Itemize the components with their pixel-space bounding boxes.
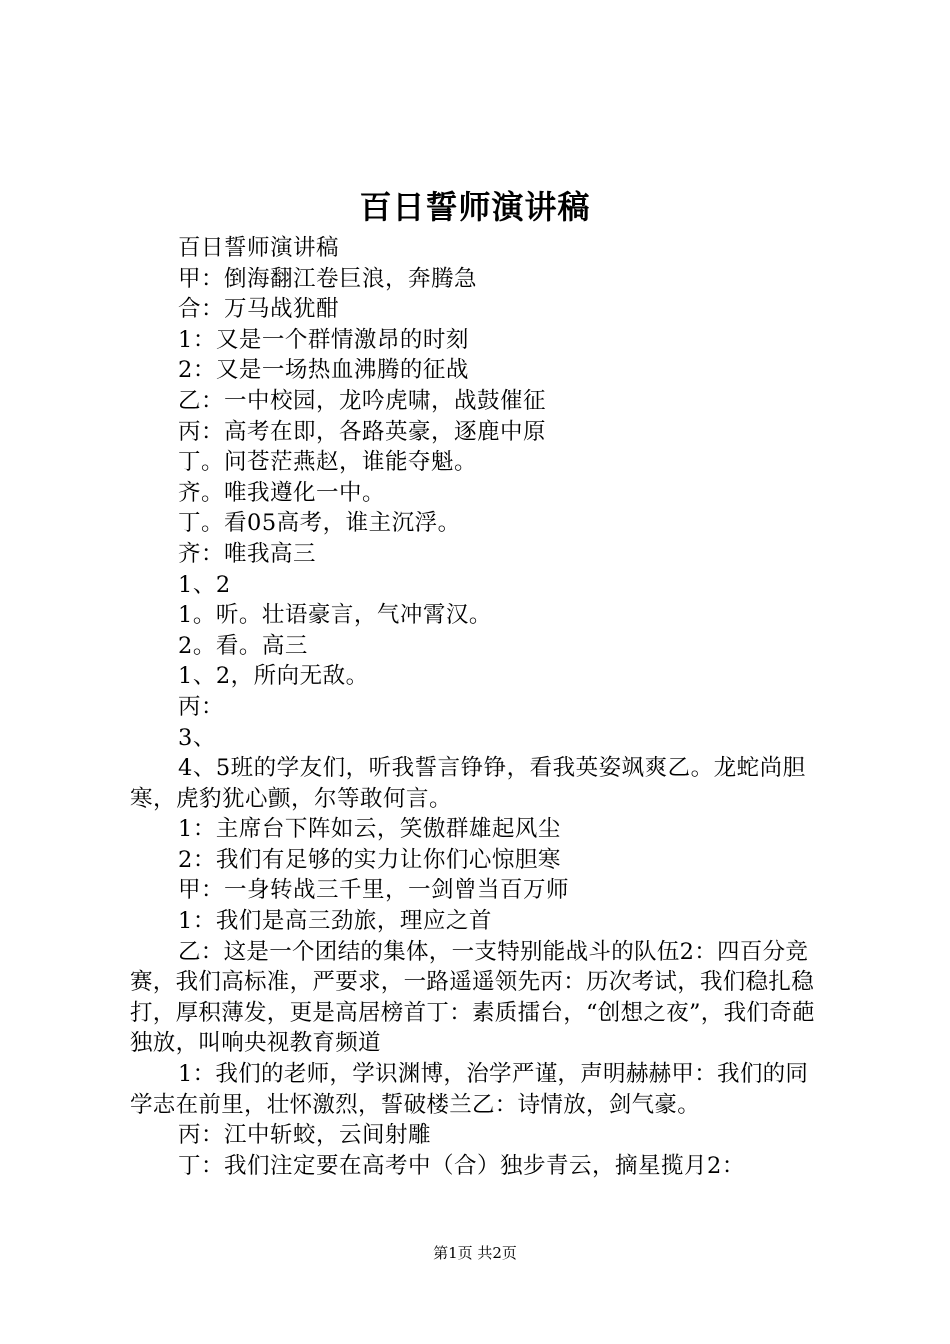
paragraph: 丙：江中斩蛟，云间射雕 <box>178 1122 432 1149</box>
document-body <box>130 233 830 1181</box>
paragraph: 甲：倒海翻江卷巨浪，奔腾急 <box>178 265 478 292</box>
paragraph: 丁。问苍茫燕赵，谁能夺魁。 <box>178 449 478 476</box>
paragraph: 丁。看05高考，谁主沉浮。 <box>178 510 461 537</box>
paragraph: 2：又是一场热血沸腾的征战 <box>178 357 469 384</box>
page-number-label: 第1页 共2页 <box>433 1244 517 1262</box>
document-title: 百日誓师演讲稿 <box>359 188 591 226</box>
paragraph: 2。看。高三 <box>178 632 308 659</box>
paragraph: 1：我们是高三劲旅，理应之首 <box>178 908 492 935</box>
paragraph: 2：我们有足够的实力让你们心惊胆寒 <box>178 846 561 873</box>
paragraph: 丙：高考在即，各路英豪，逐鹿中原 <box>178 418 547 445</box>
paragraph: 齐。唯我遵化一中。 <box>178 479 386 506</box>
paragraph: 1、2，所向无敌。 <box>178 663 369 690</box>
paragraph: 合：万马战犹酣 <box>178 296 340 323</box>
paragraph: 甲：一身转战三千里，一剑曾当百万师 <box>178 877 570 904</box>
page-footer <box>0 1243 950 1263</box>
paragraph: 丙： <box>178 693 225 720</box>
paragraph: 乙：这是一个团结的集体，一支特别能战斗的队伍2：四百分竞赛，我们高标准，严要求，一路遥遥领先丙：历次考试，我们稳扎稳打，厚积薄发，更是高居榜首丁：素质擂台，“创想之夜”，我们奇葩独放，叫响央视教育频道 <box>130 938 815 1057</box>
paragraph: 4、5班的学友们，听我誓言铮铮，看我英姿飒爽乙。龙蛇尚胆寒，虎豹犹心颤，尔等敢何言。 <box>130 755 806 812</box>
paragraph: 齐：唯我高三 <box>178 540 317 567</box>
paragraph: 百日誓师演讲稿 <box>178 235 340 261</box>
paragraph: 1：又是一个群情激昂的时刻 <box>178 326 469 353</box>
paragraph: 1、2 <box>178 571 231 598</box>
paragraph: 3、 <box>178 724 216 751</box>
paragraph: 1。听。壮语豪言，气冲霄汉。 <box>178 602 492 629</box>
paragraph: 1：我们的老师，学识渊博，治学严谨，声明赫赫甲：我们的同学志在前里，壮怀激烈，誓破楼兰乙：诗情放，剑气豪。 <box>130 1061 809 1118</box>
paragraph: 1：主席台下阵如云，笑傲群雄起风尘 <box>178 816 561 843</box>
paragraph: 丁：我们注定要在高考中（合）独步青云，摘星揽月2： <box>178 1152 745 1179</box>
paragraph: 乙：一中校园，龙吟虎啸，战鼓催征 <box>178 387 547 414</box>
